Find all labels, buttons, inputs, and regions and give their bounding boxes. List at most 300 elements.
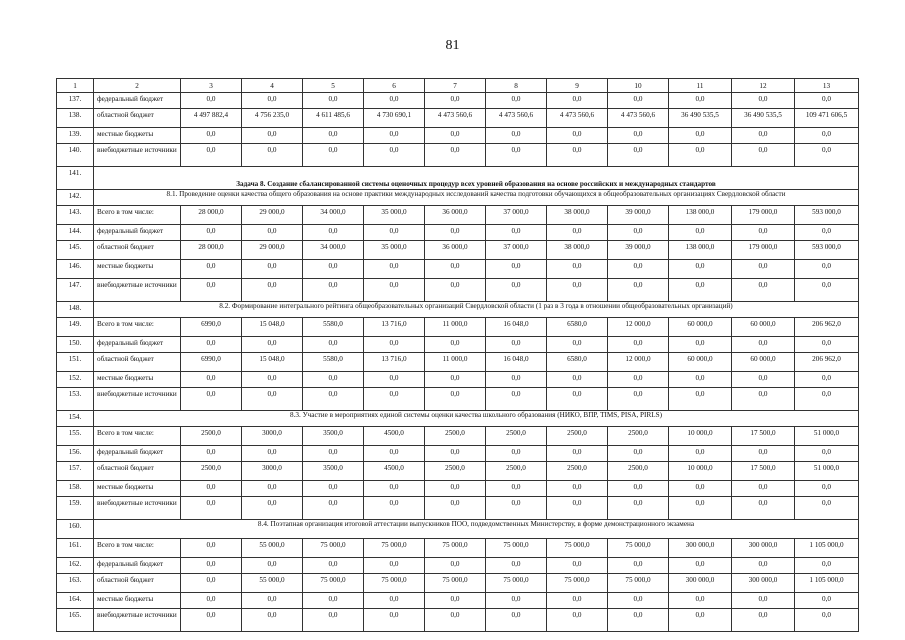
- value-cell: 35 000,0: [364, 206, 425, 225]
- task-heading-row: [57, 167, 859, 190]
- row-number: 155.: [57, 427, 94, 446]
- value-cell: 4 473 560,6: [425, 109, 486, 128]
- value-cell: 0,0: [669, 225, 732, 241]
- value-cell: 0,0: [795, 481, 859, 497]
- value-cell: 0,0: [242, 558, 303, 574]
- table-row: [57, 388, 859, 411]
- value-cell: 35 000,0: [364, 241, 425, 260]
- value-cell: 0,0: [303, 260, 364, 279]
- value-cell: 4 473 560,6: [486, 109, 547, 128]
- value-cell: 0,0: [364, 225, 425, 241]
- value-cell: 0,0: [181, 337, 242, 353]
- value-cell: 0,0: [242, 279, 303, 302]
- value-cell: 0,0: [303, 446, 364, 462]
- value-cell: 0,0: [486, 497, 547, 520]
- value-cell: 0,0: [425, 446, 486, 462]
- value-cell: 0,0: [364, 446, 425, 462]
- row-number: 154.: [57, 411, 94, 427]
- value-cell: 300 000,0: [732, 574, 795, 593]
- row-number: 137.: [57, 93, 94, 109]
- value-cell: 0,0: [181, 593, 242, 609]
- subsection-heading: 8.2. Формирование интегрального рейтинга общеобразовательных организаций Свердловской области (1 раз в 3 года в отношении общеобразовательных организаций): [94, 302, 859, 318]
- value-cell: 0,0: [486, 279, 547, 302]
- value-cell: 0,0: [669, 446, 732, 462]
- value-cell: 0,0: [242, 93, 303, 109]
- value-cell: 0,0: [303, 497, 364, 520]
- value-cell: 0,0: [181, 574, 242, 593]
- row-number: 150.: [57, 337, 94, 353]
- subsection-row: [57, 190, 859, 206]
- value-cell: 2500,0: [547, 462, 608, 481]
- row-number: 151.: [57, 353, 94, 372]
- value-cell: 0,0: [547, 558, 608, 574]
- value-cell: 0,0: [242, 497, 303, 520]
- value-cell: 0,0: [608, 593, 669, 609]
- value-cell: 0,0: [364, 93, 425, 109]
- value-cell: 0,0: [608, 372, 669, 388]
- value-cell: 0,0: [795, 558, 859, 574]
- value-cell: 1 105 000,0: [795, 574, 859, 593]
- value-cell: 38 000,0: [547, 241, 608, 260]
- value-cell: 2500,0: [425, 427, 486, 446]
- header-cell: 5: [303, 79, 364, 93]
- subsection-row: [57, 520, 859, 539]
- value-cell: 0,0: [181, 539, 242, 558]
- value-cell: 0,0: [547, 93, 608, 109]
- value-cell: 0,0: [303, 337, 364, 353]
- row-number: 162.: [57, 558, 94, 574]
- value-cell: 0,0: [732, 497, 795, 520]
- subsection-row: [57, 302, 859, 318]
- funding-source-label: Всего в том числе:: [94, 206, 181, 225]
- value-cell: 4 473 560,6: [608, 109, 669, 128]
- value-cell: 206 962,0: [795, 353, 859, 372]
- value-cell: 0,0: [425, 388, 486, 411]
- value-cell: 0,0: [547, 337, 608, 353]
- value-cell: 0,0: [669, 337, 732, 353]
- value-cell: 0,0: [795, 225, 859, 241]
- value-cell: 0,0: [364, 609, 425, 632]
- value-cell: 36 490 535,5: [669, 109, 732, 128]
- value-cell: 0,0: [364, 497, 425, 520]
- row-number: 146.: [57, 260, 94, 279]
- funding-source-label: федеральный бюджет: [94, 337, 181, 353]
- value-cell: 0,0: [608, 93, 669, 109]
- row-number: 149.: [57, 318, 94, 337]
- value-cell: 39 000,0: [608, 206, 669, 225]
- table-row: [57, 93, 859, 109]
- value-cell: 0,0: [795, 446, 859, 462]
- value-cell: 16 048,0: [486, 318, 547, 337]
- value-cell: 5580,0: [303, 353, 364, 372]
- table-row: [57, 497, 859, 520]
- value-cell: 36 000,0: [425, 206, 486, 225]
- table-row: [57, 206, 859, 225]
- value-cell: 0,0: [364, 558, 425, 574]
- table-row: [57, 446, 859, 462]
- value-cell: 0,0: [181, 144, 242, 167]
- value-cell: 0,0: [364, 593, 425, 609]
- value-cell: 0,0: [608, 144, 669, 167]
- header-cell: 7: [425, 79, 486, 93]
- header-cell: 6: [364, 79, 425, 93]
- value-cell: 0,0: [364, 128, 425, 144]
- value-cell: 0,0: [732, 279, 795, 302]
- value-cell: 1 105 000,0: [795, 539, 859, 558]
- value-cell: 2500,0: [181, 462, 242, 481]
- value-cell: 0,0: [608, 337, 669, 353]
- value-cell: 0,0: [547, 497, 608, 520]
- funding-source-label: внебюджетные источники: [94, 609, 181, 632]
- value-cell: 6580,0: [547, 353, 608, 372]
- value-cell: 0,0: [242, 225, 303, 241]
- funding-source-label: федеральный бюджет: [94, 93, 181, 109]
- row-number: 164.: [57, 593, 94, 609]
- value-cell: 0,0: [364, 481, 425, 497]
- value-cell: 0,0: [425, 372, 486, 388]
- funding-source-label: внебюджетные источники: [94, 497, 181, 520]
- funding-source-label: федеральный бюджет: [94, 225, 181, 241]
- value-cell: 4 756 235,0: [242, 109, 303, 128]
- value-cell: 300 000,0: [732, 539, 795, 558]
- value-cell: 75 000,0: [364, 539, 425, 558]
- value-cell: 75 000,0: [486, 574, 547, 593]
- table-body: [57, 93, 859, 632]
- value-cell: 12 000,0: [608, 353, 669, 372]
- value-cell: 0,0: [486, 609, 547, 632]
- table-row: [57, 128, 859, 144]
- value-cell: 2500,0: [486, 462, 547, 481]
- value-cell: 0,0: [486, 337, 547, 353]
- table-row: [57, 279, 859, 302]
- value-cell: 0,0: [486, 593, 547, 609]
- funding-source-label: местные бюджеты: [94, 260, 181, 279]
- value-cell: 0,0: [364, 260, 425, 279]
- value-cell: 0,0: [242, 446, 303, 462]
- value-cell: 29 000,0: [242, 206, 303, 225]
- row-number: 145.: [57, 241, 94, 260]
- value-cell: 0,0: [242, 144, 303, 167]
- value-cell: 75 000,0: [425, 539, 486, 558]
- value-cell: 0,0: [425, 593, 486, 609]
- value-cell: 0,0: [181, 388, 242, 411]
- value-cell: 2500,0: [608, 427, 669, 446]
- value-cell: 55 000,0: [242, 574, 303, 593]
- value-cell: 0,0: [669, 260, 732, 279]
- value-cell: 2500,0: [181, 427, 242, 446]
- value-cell: 0,0: [181, 609, 242, 632]
- row-number: 163.: [57, 574, 94, 593]
- value-cell: 3000,0: [242, 462, 303, 481]
- table-row: [57, 372, 859, 388]
- value-cell: 0,0: [608, 225, 669, 241]
- value-cell: 6990,0: [181, 318, 242, 337]
- value-cell: 0,0: [425, 481, 486, 497]
- value-cell: 0,0: [547, 279, 608, 302]
- value-cell: 0,0: [181, 93, 242, 109]
- value-cell: 15 048,0: [242, 318, 303, 337]
- value-cell: 0,0: [486, 144, 547, 167]
- value-cell: 0,0: [795, 128, 859, 144]
- value-cell: 75 000,0: [364, 574, 425, 593]
- value-cell: 6580,0: [547, 318, 608, 337]
- value-cell: 0,0: [242, 481, 303, 497]
- value-cell: 0,0: [364, 388, 425, 411]
- funding-source-label: внебюджетные источники: [94, 279, 181, 302]
- value-cell: 179 000,0: [732, 206, 795, 225]
- value-cell: 0,0: [547, 481, 608, 497]
- header-cell: 2: [94, 79, 181, 93]
- value-cell: 0,0: [732, 609, 795, 632]
- funding-source-label: внебюджетные источники: [94, 388, 181, 411]
- table-row: [57, 462, 859, 481]
- value-cell: 0,0: [425, 609, 486, 632]
- row-number: 141.: [57, 167, 94, 190]
- value-cell: 75 000,0: [547, 574, 608, 593]
- header-cell: 8: [486, 79, 547, 93]
- value-cell: 300 000,0: [669, 539, 732, 558]
- value-cell: 0,0: [732, 260, 795, 279]
- value-cell: 0,0: [547, 609, 608, 632]
- value-cell: 0,0: [669, 279, 732, 302]
- table-row: [57, 427, 859, 446]
- value-cell: 0,0: [486, 481, 547, 497]
- value-cell: 4 473 560,6: [547, 109, 608, 128]
- row-number: 160.: [57, 520, 94, 539]
- value-cell: 0,0: [732, 481, 795, 497]
- value-cell: 12 000,0: [608, 318, 669, 337]
- subsection-heading: 8.1. Проведение оценки качества общего образования на основе практики международных исследований качества подготовки обучающихся в общеобразовательных организациях Свердловской области: [94, 190, 859, 206]
- value-cell: 60 000,0: [669, 353, 732, 372]
- value-cell: 28 000,0: [181, 241, 242, 260]
- row-number: 157.: [57, 462, 94, 481]
- value-cell: 0,0: [669, 481, 732, 497]
- row-number: 144.: [57, 225, 94, 241]
- value-cell: 0,0: [795, 144, 859, 167]
- value-cell: 0,0: [669, 388, 732, 411]
- value-cell: 0,0: [181, 279, 242, 302]
- value-cell: 0,0: [669, 372, 732, 388]
- value-cell: 36 000,0: [425, 241, 486, 260]
- value-cell: 0,0: [242, 128, 303, 144]
- funding-source-label: местные бюджеты: [94, 372, 181, 388]
- value-cell: 0,0: [732, 144, 795, 167]
- value-cell: 37 000,0: [486, 241, 547, 260]
- value-cell: 0,0: [486, 225, 547, 241]
- funding-source-label: федеральный бюджет: [94, 558, 181, 574]
- value-cell: 0,0: [669, 497, 732, 520]
- value-cell: 0,0: [608, 609, 669, 632]
- value-cell: 0,0: [242, 388, 303, 411]
- value-cell: 0,0: [181, 481, 242, 497]
- value-cell: 60 000,0: [732, 318, 795, 337]
- table-row: [57, 481, 859, 497]
- value-cell: 4500,0: [364, 462, 425, 481]
- header-cell: 11: [669, 79, 732, 93]
- value-cell: 0,0: [795, 372, 859, 388]
- value-cell: 0,0: [364, 372, 425, 388]
- table-row: [57, 593, 859, 609]
- value-cell: 4 611 485,6: [303, 109, 364, 128]
- value-cell: 0,0: [608, 558, 669, 574]
- value-cell: 0,0: [425, 279, 486, 302]
- header-cell: 1: [57, 79, 94, 93]
- value-cell: 0,0: [732, 337, 795, 353]
- value-cell: 34 000,0: [303, 241, 364, 260]
- value-cell: 0,0: [425, 144, 486, 167]
- value-cell: 0,0: [547, 388, 608, 411]
- value-cell: 60 000,0: [732, 353, 795, 372]
- row-number: 152.: [57, 372, 94, 388]
- value-cell: 0,0: [608, 388, 669, 411]
- funding-source-label: местные бюджеты: [94, 481, 181, 497]
- value-cell: 0,0: [795, 337, 859, 353]
- table-row: [57, 225, 859, 241]
- value-cell: 0,0: [303, 279, 364, 302]
- value-cell: 28 000,0: [181, 206, 242, 225]
- value-cell: 39 000,0: [608, 241, 669, 260]
- value-cell: 13 716,0: [364, 353, 425, 372]
- value-cell: 36 490 535,5: [732, 109, 795, 128]
- value-cell: 0,0: [181, 128, 242, 144]
- value-cell: 0,0: [608, 446, 669, 462]
- value-cell: 179 000,0: [732, 241, 795, 260]
- value-cell: 75 000,0: [425, 574, 486, 593]
- value-cell: 10 000,0: [669, 427, 732, 446]
- value-cell: 0,0: [732, 128, 795, 144]
- value-cell: 0,0: [547, 260, 608, 279]
- value-cell: 0,0: [181, 446, 242, 462]
- value-cell: 11 000,0: [425, 318, 486, 337]
- value-cell: 3000,0: [242, 427, 303, 446]
- value-cell: 0,0: [364, 279, 425, 302]
- value-cell: 0,0: [486, 388, 547, 411]
- funding-source-label: областной бюджет: [94, 353, 181, 372]
- value-cell: 17 500,0: [732, 462, 795, 481]
- table-row: [57, 144, 859, 167]
- value-cell: 0,0: [669, 144, 732, 167]
- value-cell: 75 000,0: [486, 539, 547, 558]
- value-cell: 0,0: [303, 609, 364, 632]
- value-cell: 0,0: [181, 260, 242, 279]
- value-cell: 0,0: [669, 593, 732, 609]
- funding-source-label: Всего в том числе:: [94, 427, 181, 446]
- funding-source-label: местные бюджеты: [94, 128, 181, 144]
- value-cell: 0,0: [608, 279, 669, 302]
- header-cell: 12: [732, 79, 795, 93]
- value-cell: 0,0: [547, 593, 608, 609]
- value-cell: 0,0: [795, 260, 859, 279]
- table-row: [57, 539, 859, 558]
- row-number: 143.: [57, 206, 94, 225]
- value-cell: 0,0: [242, 260, 303, 279]
- value-cell: 75 000,0: [547, 539, 608, 558]
- value-cell: 3500,0: [303, 462, 364, 481]
- row-number: 159.: [57, 497, 94, 520]
- value-cell: 0,0: [303, 144, 364, 167]
- value-cell: 0,0: [364, 144, 425, 167]
- row-number: 158.: [57, 481, 94, 497]
- value-cell: 13 716,0: [364, 318, 425, 337]
- value-cell: 0,0: [242, 609, 303, 632]
- value-cell: 51 000,0: [795, 427, 859, 446]
- subsection-heading: 8.3. Участие в мероприятиях единой системы оценки качества школьного образования (НИКО, ВПР, TIMS, PISA, PIRLS): [94, 411, 859, 427]
- subsection-heading: 8.4. Поэтапная организация итоговой аттестации выпускников ПОО, подведомственных Министерству, в форме демонстрационного экзамена: [94, 520, 859, 539]
- row-number: 142.: [57, 190, 94, 206]
- row-number: 161.: [57, 539, 94, 558]
- value-cell: 17 500,0: [732, 427, 795, 446]
- value-cell: 0,0: [425, 225, 486, 241]
- value-cell: 0,0: [242, 372, 303, 388]
- value-cell: 0,0: [732, 593, 795, 609]
- row-number: 147.: [57, 279, 94, 302]
- value-cell: 37 000,0: [486, 206, 547, 225]
- value-cell: 0,0: [732, 372, 795, 388]
- value-cell: 0,0: [608, 481, 669, 497]
- value-cell: 0,0: [181, 558, 242, 574]
- header-cell: 10: [608, 79, 669, 93]
- value-cell: 0,0: [732, 388, 795, 411]
- row-number: 138.: [57, 109, 94, 128]
- value-cell: 0,0: [795, 279, 859, 302]
- header-cell: 4: [242, 79, 303, 93]
- table-row: [57, 241, 859, 260]
- value-cell: 0,0: [732, 446, 795, 462]
- value-cell: 11 000,0: [425, 353, 486, 372]
- value-cell: 0,0: [486, 372, 547, 388]
- value-cell: 0,0: [669, 93, 732, 109]
- value-cell: 75 000,0: [608, 539, 669, 558]
- value-cell: 55 000,0: [242, 539, 303, 558]
- value-cell: 0,0: [181, 497, 242, 520]
- value-cell: 0,0: [732, 93, 795, 109]
- value-cell: 0,0: [486, 93, 547, 109]
- value-cell: 0,0: [486, 558, 547, 574]
- value-cell: 0,0: [547, 446, 608, 462]
- header-cell: 9: [547, 79, 608, 93]
- value-cell: 138 000,0: [669, 206, 732, 225]
- value-cell: 0,0: [669, 558, 732, 574]
- value-cell: 4 497 882,4: [181, 109, 242, 128]
- value-cell: 0,0: [732, 225, 795, 241]
- table-row: [57, 609, 859, 632]
- value-cell: 0,0: [608, 497, 669, 520]
- value-cell: 0,0: [732, 558, 795, 574]
- value-cell: 60 000,0: [669, 318, 732, 337]
- value-cell: 0,0: [303, 225, 364, 241]
- value-cell: 10 000,0: [669, 462, 732, 481]
- funding-source-label: Всего в том числе:: [94, 318, 181, 337]
- value-cell: 0,0: [303, 593, 364, 609]
- value-cell: 0,0: [486, 260, 547, 279]
- value-cell: 0,0: [669, 609, 732, 632]
- value-cell: 593 000,0: [795, 206, 859, 225]
- value-cell: 0,0: [425, 497, 486, 520]
- table-row: [57, 337, 859, 353]
- value-cell: 6990,0: [181, 353, 242, 372]
- funding-source-label: областной бюджет: [94, 462, 181, 481]
- header-cell: 3: [181, 79, 242, 93]
- table-row: [57, 558, 859, 574]
- funding-source-label: Всего в том числе:: [94, 539, 181, 558]
- table-row: [57, 109, 859, 128]
- value-cell: 0,0: [303, 372, 364, 388]
- row-number: 140.: [57, 144, 94, 167]
- header-cell: 13: [795, 79, 859, 93]
- value-cell: 0,0: [608, 260, 669, 279]
- table-row: [57, 353, 859, 372]
- value-cell: 4500,0: [364, 427, 425, 446]
